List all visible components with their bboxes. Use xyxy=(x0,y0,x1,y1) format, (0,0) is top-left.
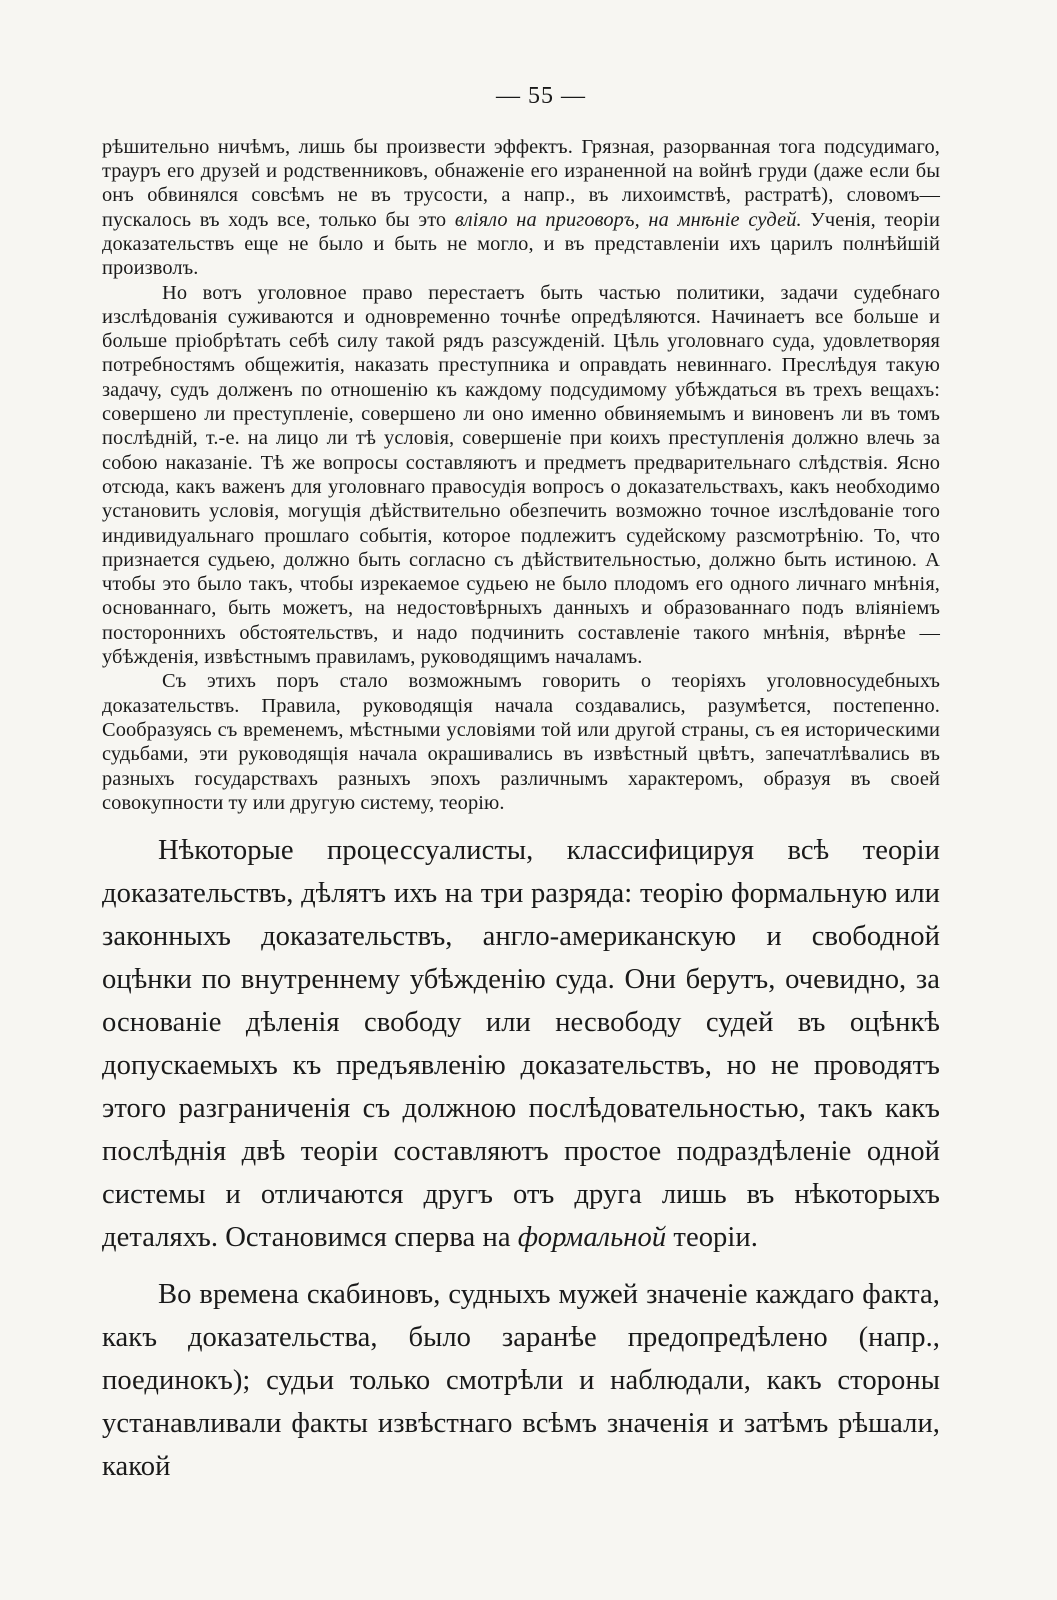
emphasized-text: вліяло на приговоръ, на мнѣніе судей. xyxy=(454,208,802,231)
paragraph-text: теоріи. xyxy=(673,1222,758,1254)
paragraph: Но вотъ уголовное право перестаетъ быть частью политики, задачи судебнаго изслѣдованія суживаются и одновременно точнѣе опредѣляются. Начинаетъ все больше и больше пріобрѣтать себѣ силу такой рядъ разсужденій. Цѣль уголовнаго суда, удовлетворяя потребностямъ общежитія, наказать преступника и оправдать невиннаго. Преслѣдуя такую задачу, судъ долженъ по отношенію къ каждому подсудимому убѣждаться въ трехъ вещахъ: совершено ли преступленіе, совершено ли оно именно обвиняемымъ и виновенъ ли въ томъ послѣдній, т.-е. на лицо ли тѣ условія, совершеніе при коихъ преступленія должно влечь за собою наказаніе. Тѣ же вопросы составляютъ и предметъ предварительнаго слѣдствія. Ясно отсюда, какъ важенъ для уголовнаго правосудія вопросъ о доказательствахъ, какъ необходимо установить условія, могущія дѣйствительно обезпечить возможно точное изслѣдованіе того индивидуальнаго прошлаго событія, которое подлежитъ судейскому разсмотрѣнію. То, что признается судьею, должно быть согласно съ дѣйствительностью, должно быть истиною. А чтобы это было такъ, чтобы изрекаемое судьею не было плодомъ его одного личнаго мнѣнія, основаннаго, быть можетъ, на недостовѣрныхъ данныхъ и образованнаго подъ вліяніемъ постороннихъ обстоятельствъ, и надо подчинить составленіе такого мнѣнія, вѣрнѣе — убѣжденія, извѣстнымъ правиламъ, руководящимъ началамъ. xyxy=(102,281,940,669)
emphasized-text: формальной xyxy=(517,1222,667,1254)
main-text-block xyxy=(102,829,940,1488)
page-number: — 55 — xyxy=(496,83,586,109)
paragraph: Во времена скабиновъ, судныхъ мужей значеніе каждаго факта, какъ доказательства, было заранѣе предопредѣлено (напр., поединокъ); судьи только смотрѣли и наблюдали, какъ стороны устанавливали факты извѣстнаго всѣмъ значенія и затѣмъ рѣшали, какой xyxy=(102,1279,940,1483)
paragraph-text: рѣшительно ничѣмъ, лишь бы произвести эффектъ. Грязная, разорванная тога подсудимаго, трауръ его друзей и родственниковъ, обнаженіе его израненной на войнѣ груди (даже если бы онъ обвинялся совсѣмъ не въ трусости, а напр., въ лихоимствѣ, растратѣ), словомъ—пускалось въ ходъ все, только бы это xyxy=(102,135,940,231)
small-print-block xyxy=(102,135,940,815)
paragraph: Съ этихъ поръ стало возможнымъ говорить о теоріяхъ уголовносудебныхъ доказательствъ. Правила, руководящія начала создавались, разумѣется, постепенно. Сообразуясь съ временемъ, мѣстными условіями той или другой страны, съ ея историческими судьбами, эти руководящія начала окрашивались въ извѣстный цвѣтъ, запечатлѣвались въ разныхъ государствахъ разныхъ эпохъ различнымъ характеромъ, образуя въ своей совокупности ту или другую систему, теорію. xyxy=(102,670,940,814)
paragraph-text: Ученія, теоріи доказательствъ еще не было и быть не могло, и въ представленіи ихъ царилъ полнѣйшій произволъ. xyxy=(102,208,940,280)
paragraph xyxy=(102,829,940,1259)
book-page xyxy=(102,82,940,1488)
paragraph-text: Нѣкоторые процессуалисты, классифицируя всѣ теоріи доказательствъ, дѣлятъ ихъ на три разряда: теорію формальную или законныхъ доказательствъ, англо-американскую и свободной оцѣнки по внутреннему убѣжденію суда. Они берутъ, очевидно, за основаніе дѣленія свободу или несвободу судей въ оцѣнкѣ допускаемыхъ къ предъявленію доказательствъ, но не проводятъ этого разграниченія съ должною послѣдовательностью, такъ какъ послѣднія двѣ теоріи составляютъ простое подраздѣленіе одной системы и отличаются другъ отъ друга лишь въ нѣкоторыхъ деталяхъ. Остановимся сперва на xyxy=(102,835,940,1254)
paragraph-continued xyxy=(102,135,940,281)
